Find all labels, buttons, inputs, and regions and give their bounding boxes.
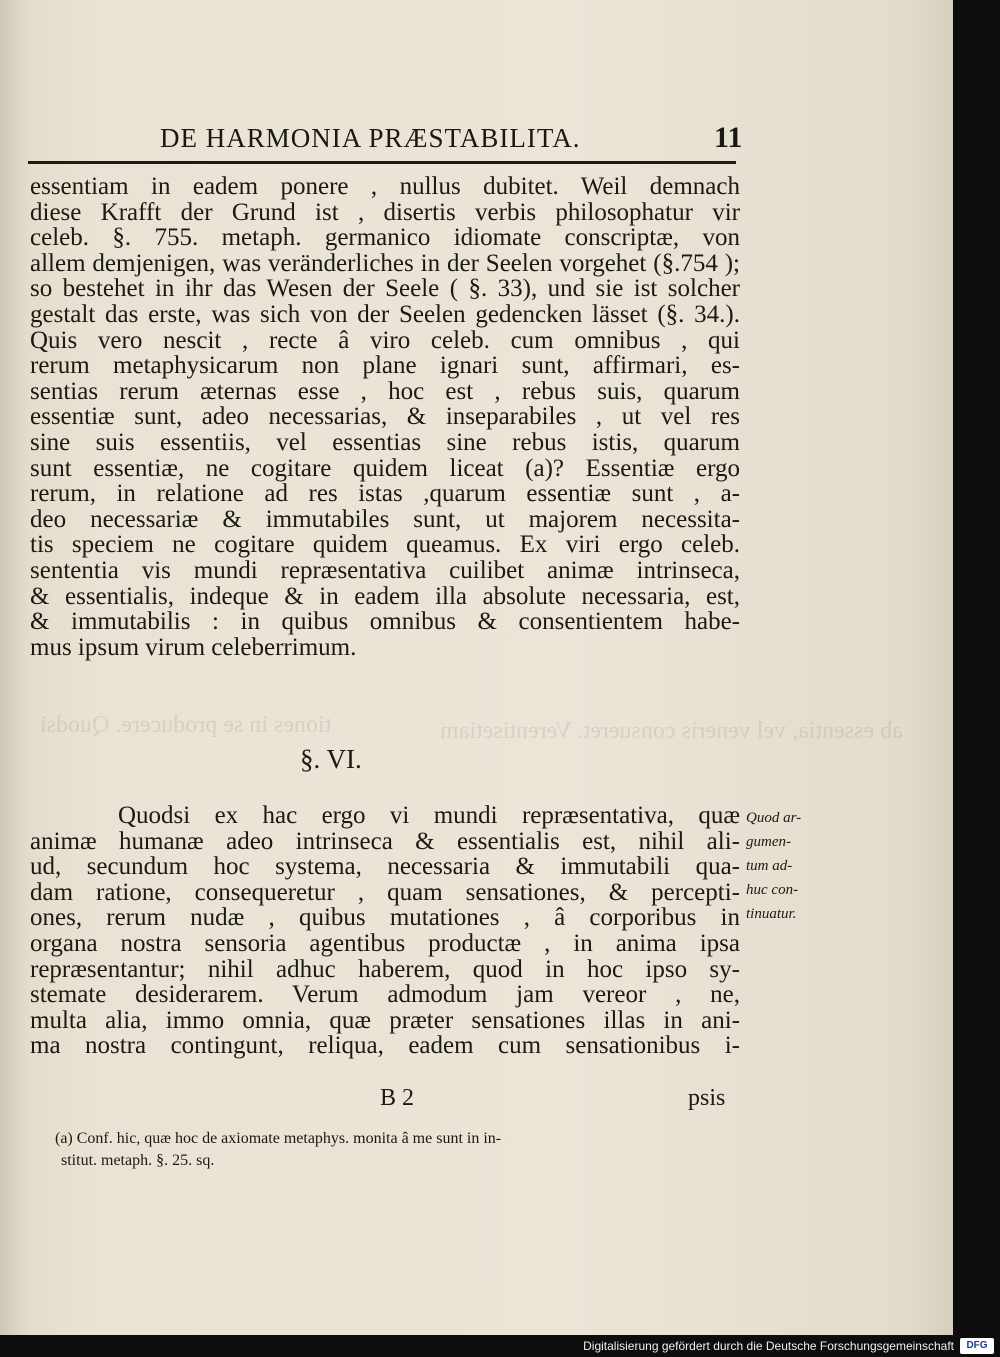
text-line: animæ humanæ adeo intrinseca & essentialis est, nihil ali- (30, 827, 740, 855)
text-line: ud, secundum hoc systema, necessaria & immutabili qua- (30, 853, 740, 881)
text-line: sentias rerum æternas esse , hoc est , rebus suis, quarum (30, 377, 740, 405)
text-line: organa nostra sensoria agentibus productæ , in anima ipsa (30, 929, 740, 957)
text-line: diese Krafft der Grund ist , disertis verbis philosophatur vir (30, 198, 740, 226)
bleed-through-text: ab essentia, vel veneris consueret. Verentisetiam (440, 718, 903, 744)
margin-note-line: huc con- (746, 882, 799, 898)
text-line: rerum, in relatione ad res istas ,quarum essentiæ sunt , a- (30, 480, 740, 508)
footnote (55, 1128, 735, 1172)
footnote-line: (a) Conf. hic, quæ hoc de axiomate metaphys. monita â me sunt in in- (55, 1130, 502, 1147)
paragraph-2 (30, 803, 740, 1059)
section-heading: §. VI. (300, 744, 362, 774)
signature-mark: B 2 (380, 1085, 415, 1111)
text-line: Quis vero nescit , recte â viro celeb. cum omnibus , qui (30, 326, 740, 354)
text-line: sunt essentiæ, ne cogitare quidem liceat (a)? Essentiæ ergo (30, 454, 740, 482)
text-line: ones, rerum nudæ , quibus mutationes , â corporibus in (30, 904, 740, 932)
running-title: DE HARMONIA PRÆSTABILITA. (160, 123, 581, 153)
text-line: multa alia, immo omnia, quæ præter sensationes illas in ani- (30, 1006, 740, 1034)
text-line: tis speciem ne cogitare quidem queamus. Ex viri ergo celeb. (30, 531, 740, 559)
margin-note-line: gumen- (746, 834, 791, 850)
text-line: & essentialis, indeque & in eadem illa absolute necessaria, est, (30, 582, 740, 610)
text-line: stemate desiderarem. Verum admodum jam vereor , ne, (30, 981, 740, 1009)
text-line: repræsentantur; nihil adhuc haberem, quod in hoc ipso sy- (30, 955, 740, 983)
text-line: rerum metaphysicarum non plane ignari sunt, affirmari, es- (30, 352, 740, 380)
bleed-through-text: tiones in se producere. Quodsi (40, 712, 332, 738)
margin-note-line: tum ad- (746, 858, 793, 874)
footnote-line: stitut. metaph. §. 25. sq. (61, 1152, 215, 1169)
text-line: celeb. §. 755. metaph. germanico idiomate conscriptæ, von (30, 224, 740, 252)
text-line: essentiam in eadem ponere , nullus dubitet. Weil demnach (30, 173, 740, 200)
text-line: essentiæ sunt, adeo necessarias, & inseparabiles , ut vel res (30, 403, 740, 431)
text-line: sententia vis mundi repræsentativa cuilibet animæ intrinseca, (30, 556, 740, 584)
text-line: & immutabilis : in quibus omnibus & consentientem habe- (30, 608, 740, 636)
paragraph-1 (30, 174, 740, 660)
margin-note-line: Quod ar- (746, 810, 802, 826)
dfg-logo: DFG (960, 1338, 994, 1354)
text-line: so bestehet in ihr das Wesen der Seele ( §. 33), und sie ist solcher (30, 275, 740, 303)
catchword: psis (688, 1085, 726, 1111)
digitization-credit: Digitalisierung gefördert durch die Deutsche Forschungsgemeinschaft (583, 1339, 954, 1353)
margin-note-line: tinuatur. (746, 906, 797, 922)
text-line: Quodsi ex hac ergo vi mundi repræsentativa, quæ (118, 802, 740, 829)
margin-note (746, 806, 841, 926)
text-line: sine suis essentiis, vel essentias sine rebus istis, quarum (30, 428, 740, 456)
header-rule (28, 161, 736, 164)
text-line: allem demjenigen, was veränderliches in der Seelen vorgehet (§.754 ); (30, 249, 740, 277)
text-line: mus ipsum virum celeberrimum. (30, 633, 357, 661)
text-line: gestalt das erste, was sich von der Seelen gedencken lässet (§. 34.). (30, 300, 740, 328)
page-number: 11 (714, 121, 743, 154)
text-line: deo necessariæ & immutabiles sunt, ut majorem necessita- (30, 505, 740, 533)
text-line: dam ratione, consequeretur , quam sensationes, & percepti- (30, 878, 740, 906)
text-line: ma nostra contingunt, reliqua, eadem cum sensationibus i- (30, 1032, 740, 1060)
